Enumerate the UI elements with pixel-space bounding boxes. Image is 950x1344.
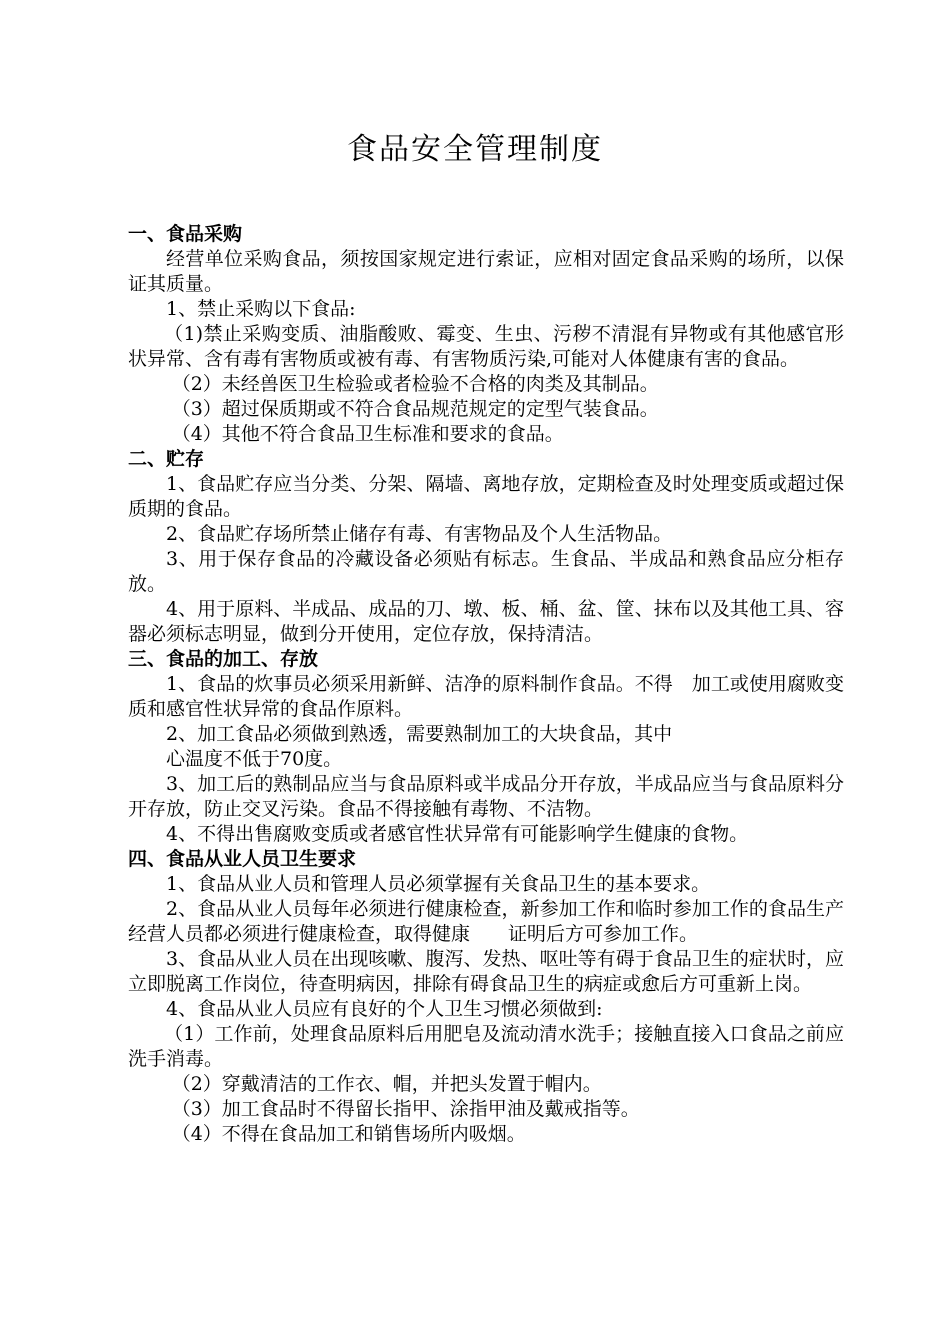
document-title: 食品安全管理制度 — [347, 132, 603, 167]
paragraph: （3）加工食品时不得留长指甲、涂指甲油及戴戒指等。 — [171, 1098, 640, 1120]
paragraph: 4、用于原料、半成品、成品的刀、墩、板、桶、盆、筐、抹布以及其他工具、容器必须标志明显，做到分开使用，定位存放，保持清洁。 — [128, 598, 844, 645]
paragraph: 2、食品从业人员每年必须进行健康检查，新参加工作和临时参加工作的食品生产经营人员都必须进行健康检查，取得健康 证明后方可参加工作。 — [128, 898, 844, 945]
paragraph: 1、食品从业人员和管理人员必须掌握有关食品卫生的基本要求。 — [166, 873, 711, 895]
paragraph: 经营单位采购食品，须按国家规定进行索证，应相对固定食品采购的场所，以保证其质量。 — [128, 248, 844, 295]
paragraph: 4、不得出售腐败变质或者感官性状异常有可能影响学生健康的食物。 — [166, 823, 749, 845]
paragraph: （1）工作前，处理食品原料后用肥皂及流动清水洗手；接触直接入口食品之前应洗手消毒。 — [128, 1023, 844, 1070]
paragraph: （4）不得在食品加工和销售场所内吸烟。 — [171, 1123, 526, 1145]
paragraph: 4、食品从业人员应有良好的个人卫生习惯必须做到: — [166, 998, 603, 1020]
paragraph: 心温度不低于70度。 — [166, 748, 343, 770]
paragraph: （2）穿戴清洁的工作衣、帽，并把头发置于帽内。 — [171, 1073, 602, 1095]
paragraph: 1、食品的炊事员必须采用新鲜、洁净的原料制作食品。不得 加工或使用腐败变质和感官性状异常的食品作原料。 — [128, 673, 844, 720]
paragraph: 2、食品贮存场所禁止储存有毒、有害物品及个人生活物品。 — [166, 523, 673, 545]
section-heading: 二、贮存 — [128, 448, 205, 470]
paragraph: 3、用于保存食品的冷藏设备必须贴有标志。生食品、半成品和熟食品应分柜存放。 — [128, 548, 844, 595]
paragraph: 3、食品从业人员在出现咳嗽、腹泻、发热、呕吐等有碍于食品卫生的症状时，应立即脱离工作岗位，待查明病因，排除有碍食品卫生的病症或愈后方可重新上岗。 — [128, 948, 844, 995]
paragraph: （1)禁止采购变质、油脂酸败、霉变、生虫、污秽不清混有异物或有其他感官形状异常、含有毒有害物质或被有毒、有害物质污染,可能对人体健康有害的食品。 — [128, 323, 844, 370]
section-heading: 一、食品采购 — [128, 223, 243, 245]
section-heading: 四、食品从业人员卫生要求 — [128, 848, 357, 870]
document-body — [128, 222, 844, 1147]
section-heading: 三、食品的加工、存放 — [128, 648, 319, 670]
paragraph: 1、食品贮存应当分类、分架、隔墙、离地存放，定期检查及时处理变质或超过保质期的食品。 — [128, 473, 844, 520]
paragraph: （2）未经兽医卫生检验或者检验不合格的肉类及其制品。 — [171, 373, 659, 395]
paragraph: 3、加工后的熟制品应当与食品原料或半成品分开存放，半成品应当与食品原料分开存放，防止交叉污染。食品不得接触有毒物、不洁物。 — [128, 773, 844, 820]
paragraph: 2、加工食品必须做到熟透，需要熟制加工的大块食品，其中 — [166, 723, 673, 745]
paragraph: （3）超过保质期或不符合食品规范规定的定型气装食品。 — [171, 398, 659, 420]
paragraph: 1、禁止采购以下食品: — [166, 298, 356, 320]
paragraph: （4）其他不符合食品卫生标准和要求的食品。 — [171, 423, 564, 445]
